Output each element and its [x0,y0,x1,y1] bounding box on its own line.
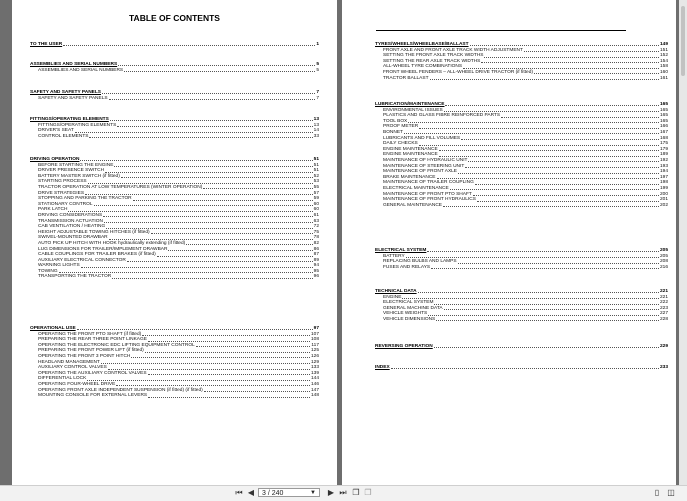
toc-section-heading[interactable] [375,344,668,350]
toc-entry-page: 151 [659,47,668,53]
toc-entry[interactable] [30,134,319,140]
dot-leader [204,391,310,392]
toc-entry[interactable] [375,203,668,209]
dot-leader [148,374,310,375]
toc-entry-page: 75 [313,229,319,235]
dot-leader [444,309,659,310]
toc-section [12,326,337,399]
toc-entry-page: 78 [313,235,319,241]
dot-leader [103,216,313,217]
toc-entry-page: 161 [659,75,668,81]
toc-entry-title: LUBRICATION/MAINTENANCE [375,102,445,107]
toc-entry-title: GENERAL MAINTENANCE [383,202,442,208]
dot-leader [437,178,659,179]
dot-leader [534,73,659,74]
dot-leader [133,200,313,201]
dot-leader [431,268,659,269]
toc-entry-page: 13 [313,117,319,122]
dot-leader [419,128,659,129]
copy-icon[interactable]: ❐ [352,488,360,497]
dot-leader [104,222,313,223]
toc-entry-title: MAINTENANCE OF STEERING UNIT [383,163,465,169]
dot-leader [458,263,659,264]
toc-entry-page: 125 [310,348,319,354]
toc-title: TABLE OF CONTENTS [129,13,220,23]
toc-entry-title: TRANSMISSION ACTUATION [38,218,103,224]
toc-entry-title: MAINTENANCE OF HYDRAULIC UNIT [383,157,468,163]
toc-entry-title: TECHNICAL DATA [375,289,417,294]
toc-entry-title: GENERAL MACHINE DATA [383,305,443,311]
dot-leader [157,256,313,257]
dot-leader [402,298,659,299]
toc-entry-title: MAINTENANCE OF FRONT AXLE [383,169,458,175]
toc-entry-page: 228 [659,316,668,322]
toc-entry-page: 51 [313,168,319,174]
dot-leader [418,292,659,293]
single-page-view-icon[interactable]: ▯ [654,488,660,497]
toc-entry-title: REPLACING BULBS AND LAMPS [383,259,457,265]
toc-section [12,157,337,280]
toc-entry-page: 60 [313,201,319,207]
dot-leader [524,51,659,52]
dot-leader [461,139,659,140]
toc-entry-title: MAINTENANCE OF FRONT HYDRAULICS [383,197,476,203]
toc-entry-page: 33 [313,133,319,139]
toc-entry[interactable] [375,76,668,82]
toc-entry-page: 72 [313,224,319,230]
toc-entry-title: ENGINE MAINTENANCE [383,152,438,158]
toc-entry-page: 168 [659,135,668,141]
toc-entry-page: 7 [316,95,319,101]
toc-entry-page: 95 [313,268,319,274]
dot-leader [101,363,310,364]
toc-entry-title: DRIVE STRATEGIES [38,190,85,196]
dot-leader [428,315,659,316]
toc-entry-page: 55 [313,184,319,190]
toc-entry-title: SAFETY AND SAFETY PANELS [30,90,101,95]
toc-entry-page: 149 [659,42,668,47]
toc-entry-page: 223 [659,305,668,311]
toc-entry-page: 208 [659,259,668,265]
toc-entry-page: 51 [313,162,319,168]
toc-entry-title: OPERATING THE AUXILIARY CONTROL VALVES [38,370,147,376]
dot-leader [105,172,313,173]
dot-leader [109,239,313,240]
dot-leader [196,346,311,347]
toc-entry-page: 197 [659,174,668,180]
dot-leader [434,304,659,305]
dot-leader [142,335,310,336]
dot-leader [443,206,659,207]
dot-leader [436,320,659,321]
dot-leader [118,65,315,66]
toc-entry-title: OPERATIONAL USE [30,326,76,331]
toc-entry-page: 194 [659,169,668,175]
toc-entry-page: 216 [659,264,668,270]
toc-section [342,344,676,350]
dot-leader [427,251,659,252]
toc-section [342,42,676,81]
toc-entry-title: HEADLAND MANAGEMENT [38,359,100,365]
dot-leader [145,352,310,353]
dot-leader [444,111,659,112]
toc-entry-page: 126 [310,353,319,359]
dot-leader [127,261,313,262]
toc-entry-title: AUXILIARY CONTROL VALVES [38,365,107,371]
toc-entry-title: PREPARING THE REAR THREE POINT LINKAGE [38,337,147,343]
dot-leader [89,137,312,138]
dot-leader [458,173,659,174]
toc-entry-page: 13 [313,122,319,128]
toc-entry-title: FRONT AXLE AND FRONT AXLE TRACK WIDTH ADJUSTMENT [383,47,523,53]
toc-entry-page: 147 [310,387,319,393]
toc-entry-page: 82 [313,240,319,246]
first-page-icon[interactable]: ⏮ [235,488,243,497]
toc-entry-page: 202 [659,202,668,208]
toc-entry-title: BRAKE MAINTENANCE [383,174,436,180]
toc-entry-page: 160 [659,69,668,75]
dot-leader [77,329,313,330]
dot-leader [87,380,310,381]
dot-leader [465,167,659,168]
toc-entry-page: 60 [313,207,319,213]
toc-entry-title: BATTERY [383,253,405,259]
toc-entry-title: STOPPING AND PARKING THE TRACTOR [38,196,132,202]
toc-section [342,289,676,323]
toc-entry-page: 97 [313,326,319,331]
toc-entry-page: 133 [310,365,319,371]
toc-entry-page: 165 [659,113,668,119]
vertical-scrollbar[interactable] [679,0,687,485]
toc-section [12,117,337,139]
toc-entry-page: 87 [313,252,319,258]
toc-entry-page: 144 [310,376,319,382]
page-right [342,0,676,485]
toc-entry-page: 205 [659,253,668,259]
toc-entry-page: 129 [310,359,319,365]
toc-entry-title: OPERATING FRONT AXLE INDEPENDENT SUSPENSION (if fitted) (if fitted) [38,387,203,393]
two-page-view-icon[interactable]: ◫ [667,488,675,497]
toc-entry[interactable] [375,317,668,323]
toc-entry-title: FITTINGS/OPERATING ELEMENTS [30,117,109,122]
toc-entry[interactable] [30,68,319,74]
toc-entry-page: 221 [659,294,668,300]
dot-leader [475,184,659,185]
dot-leader [406,257,659,258]
toc-entry-title: LUG DIMENSIONS FOR TRAILER/IMPLEMENT DRAWBAR [38,246,168,252]
toc-entry-title: DRIVER PRESENCE SWITCH [38,168,105,174]
dot-leader [430,79,659,80]
toc-entry-title: TOWING [38,268,58,274]
toc-entry-page: 222 [659,300,668,306]
dot-leader [434,347,659,348]
toc-entry-page: 205 [659,248,668,253]
toc-entry-page: 7 [316,90,319,95]
dot-leader [391,368,659,369]
toc-entry-title: ALL-WHEEL TYRE COMBINATIONS [383,64,463,70]
toc-entry-title: PARK LATCH [38,207,68,213]
page-indicator-text: 3 / 240 [262,490,284,497]
toc-entry-title: MOUNTING CONSOLE FOR EXTERNAL LEVERS [38,393,148,399]
toc-entry-page: 193 [659,163,668,169]
toc-entry-title: OPERATING THE FRONT PTO SHAFT (if fitted) [38,331,142,337]
toc-entry-title: AUXILIARY ELECTRICAL CONNECTOR [38,257,126,263]
toc-entry-title: WARNING LIGHTS [38,263,80,269]
page-left [12,0,337,485]
toc-entry-page: 152 [659,53,668,59]
dot-leader [445,105,659,106]
dot-leader [477,201,659,202]
toc-entry-page: 154 [659,58,668,64]
dot-leader [168,250,312,251]
dot-leader [408,122,659,123]
toc-entry-page: 189 [659,152,668,158]
toc-entry-title: FITTINGS/OPERATING ELEMENTS [38,122,117,128]
toc-entry-page: 89 [313,257,319,263]
dot-leader [501,117,659,118]
dot-leader [131,357,310,358]
toc-entry-page: 165 [659,107,668,113]
toc-entry-title: ASSEMBLIES AND SERIAL NUMBERS [38,67,124,73]
toc-entry-title: SWIVEL-MOUNTED DRAWBAR [38,235,108,241]
toc-entry-page: 166 [659,124,668,130]
toc-entry-title: OPERATING THE ELECTRONIC EDC LIFTING EQUIPMENT CONTROL [38,342,195,348]
dot-leader [109,99,316,100]
toc-section [342,365,676,371]
toc-entry-page: 227 [659,311,668,317]
dot-leader [450,189,659,190]
toc-entry-page: 200 [659,191,668,197]
toc-entry-page: 139 [310,370,319,376]
toc-entry-page: 86 [313,246,319,252]
toc-entry-title: FUSES AND RELAYS [383,264,431,270]
toc-entry-title: FRONT WHEEL FENDERS – ALL-WHEEL DRIVE TRACTOR (if fitted) [383,69,533,75]
dot-leader [94,205,313,206]
toc-entry-title: OPERATING FOUR-WHEEL DRIVE [38,381,116,387]
dot-leader [473,195,659,196]
toc-entry[interactable] [30,393,319,399]
toc-entry-title: AUTO PICK UP HITCH WITH HOOK hydraulically extending (if fitted) [38,240,186,246]
toc-entry-title: PREPARING THE FRONT POWER LIFT (if fitted) [38,348,144,354]
dot-leader [88,183,313,184]
toc-entry-title: INDEX [375,365,390,370]
viewer-toolbar [0,485,687,501]
dot-leader [404,133,659,134]
toc-entry-title: BATTERY MASTER SWITCH (if fitted) [38,173,120,179]
toc-entry-title: ENGINE [383,294,402,300]
toc-entry-page: 201 [659,197,668,203]
dot-leader [151,233,313,234]
toc-entry-page: 63 [313,218,319,224]
toc-entry-title: TRACTOR OPERATION AT LOW TEMPERATURES (WINTER OPERATION) [38,184,203,190]
dot-leader [75,132,313,133]
toc-entry-page: 51 [313,157,319,162]
toc-entry[interactable] [30,274,319,280]
dot-leader [148,341,310,342]
toc-entry-title: CABLE COUPLINGS FOR TRAILER BRAKES (if fitted) [38,252,156,258]
toc-entry-title: PLASTICS AND GLASS FIBRE REINFORCED PARTS [383,113,501,119]
dot-leader [186,244,312,245]
dot-leader [110,120,313,121]
dot-leader [116,385,310,386]
toc-entry-title: TRACTOR BALLAST [383,75,429,81]
toc-entry-title: HEIGHT ADJUSTABLE TOWING HITCHES (if fitted) [38,229,150,235]
toc-entry-page: 5 [316,62,319,67]
toc-entry-page: 221 [659,289,668,294]
toc-entry-title: PROOF METER [383,124,419,130]
toc-entry-title: ELECTRICAL SYSTEM [375,248,427,253]
dot-leader [108,369,310,370]
dot-leader [68,211,312,212]
toc-entry-title: OPERATING THE FRONT 3 POINT HITCH [38,353,131,359]
next-page-icon[interactable]: ▶ [327,488,335,497]
dot-leader [468,161,659,162]
toc-entry-title: ENGINE MAINTENANCE [383,146,438,152]
dot-leader [463,68,659,69]
toc-entry-page: 107 [310,331,319,337]
dot-leader [102,93,315,94]
toc-entry-title: LUBRICANTS AND FILL VOLUMES [383,135,461,141]
toc-entry-page: 94 [313,263,319,269]
toc-entry-title: DRIVER'S SEAT [38,128,74,134]
page-dropdown-icon[interactable]: ▼ [310,490,316,496]
pages-view-icon[interactable]: ❐ [364,488,372,497]
toc-entry-title: CAB VENTILATION / HEATING [38,224,106,230]
dot-leader [148,397,310,398]
previous-page-icon[interactable]: ◀ [247,488,255,497]
toc-section-heading[interactable] [30,42,319,48]
toc-entry-page: 179 [659,146,668,152]
toc-section [12,42,337,48]
dot-leader [81,267,313,268]
toc-entry-title: DIFFERENTIAL LOCK [38,376,87,382]
dot-leader [80,160,312,161]
toc-entry-title: TO THE USER [30,42,63,47]
toc-entry-title: CONTROL ELEMENTS [38,133,89,139]
toc-entry-page: 5 [316,67,319,73]
toc-entry-page: 53 [313,179,319,185]
toc-section [342,102,676,208]
dot-leader [114,166,312,167]
toc-entry-page: 165 [659,102,668,107]
toc-entry-title: SETTING THE FRONT AXLE TRACK WIDTHS [383,53,484,59]
toc-entry-title: STATIONARY CONTROL [38,201,93,207]
toc-entry-page: 192 [659,157,668,163]
toc-entry-title: DAILY CHECKS [383,141,418,147]
toc-entry-title: BEFORE STARTING THE ENGINE [38,162,114,168]
toc-entry-title: SETTING THE REAR AXLE TRACK WIDTHS [383,58,481,64]
toc-entry-page: 198 [659,180,668,186]
dot-leader [117,126,312,127]
dot-leader [106,228,312,229]
last-page-icon[interactable]: ⏭ [339,488,347,497]
toc-section-heading[interactable] [375,365,668,371]
dot-leader [112,278,312,279]
dot-leader [439,150,659,151]
toc-entry[interactable] [30,96,319,102]
toc-entry-title: ASSEMBLIES AND SERIAL NUMBERS [30,62,118,67]
toc-entry-page: 59 [313,196,319,202]
toc-entry-page: 165 [659,118,668,124]
toc-entry-page: 108 [310,337,319,343]
toc-entry-title: TRANSPORTING THE TRACTOR [38,274,112,280]
toc-entry-title: REVERSING OPERATION [375,344,433,349]
dot-leader [85,194,313,195]
toc-entry-title: MAINTENANCE OF TRAILER COUPLING [383,180,474,186]
toc-entry-title: STARTING PROCESS [38,179,87,185]
toc-entry-page: 229 [659,344,668,349]
page-number-input[interactable] [258,488,320,497]
toc-entry-page: 96 [313,274,319,280]
toc-entry-title: VEHICLE WEIGHTS [383,311,428,317]
toc-entry-title: VEHICLE DIMENSIONS [383,316,436,322]
toc-entry-page: 148 [310,393,319,399]
dot-leader [439,156,659,157]
toc-entry-title: MAINTENANCE OF FRONT PTO SHAFT [383,191,472,197]
toc-entry-page: 199 [659,185,668,191]
toc-entry-page: 57 [313,190,319,196]
header-rule [376,30,626,31]
scrollbar-thumb[interactable] [681,6,685,76]
toc-entry-page: 61 [313,212,319,218]
toc-entry-title: ELECTRICAL MAINTENANCE [383,185,449,191]
dot-leader [484,57,659,58]
toc-entry-title: DRIVING OPERATION [30,157,80,162]
toc-entry-title: DRIVING CONSIDERATIONS [38,212,103,218]
toc-entry-title: TOOL BOX [383,118,408,124]
toc-entry-page: 52 [313,173,319,179]
dot-leader [63,45,315,46]
toc-entry-page: 117 [311,342,319,348]
toc-entry-title: ENVIRONMENTAL ISSUES [383,107,443,113]
dot-leader [124,71,315,72]
toc-entry-page: 146 [310,381,319,387]
toc-entry-page: 14 [313,128,319,134]
dot-leader [121,177,313,178]
toc-section [12,62,337,73]
toc-entry-title: SAFETY AND SAFETY PANELS [38,95,108,101]
toc-entry-title: TYRES/WHEELS/WHEELBASE/BALLAST [375,42,469,47]
dot-leader [203,188,312,189]
toc-entry-page: 167 [659,129,668,135]
dot-leader [470,45,659,46]
toc-entry-page: 175 [659,141,668,147]
toc-entry-title: BONNET [383,129,403,135]
dot-leader [419,145,659,146]
toc-section [342,248,676,270]
toc-section [12,90,337,101]
toc-entry-page: 158 [659,64,668,70]
toc-entry-title: ELECTRICAL SYSTEM [383,300,434,306]
toc-entry-page: 1 [316,42,319,47]
toc-entry-page: 233 [659,365,668,370]
toc-entry[interactable] [375,265,668,271]
dot-leader [481,62,659,63]
